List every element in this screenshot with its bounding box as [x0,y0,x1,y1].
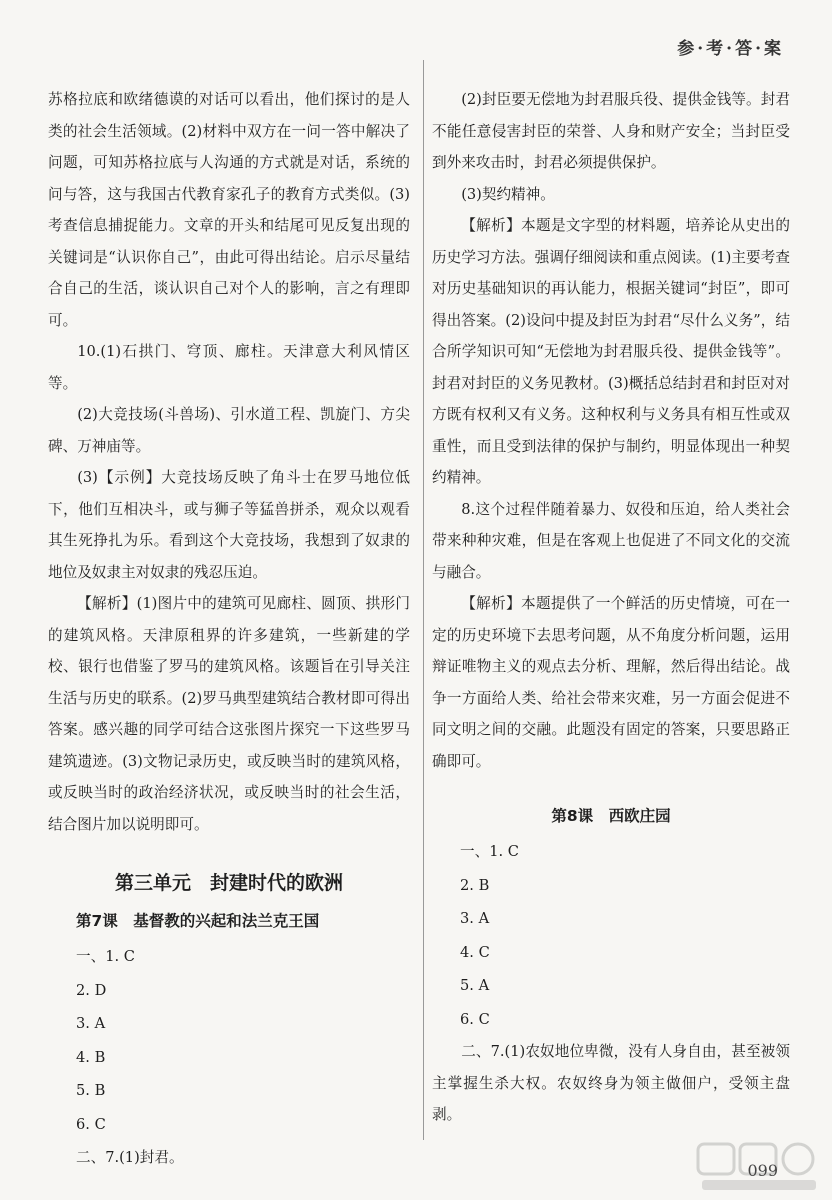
analysis-q8: 【解析】本题提供了一个鲜活的历史情境，可在一定的历史环境下去思考问题，从不角度分析问题，运用辩证唯物主义的观点去分析、理解，然后得出结论。战争一方面给人类、给社会带来灾难，另一方面会促进不同文明之间的交融。此题没有固定的答案，只要思路正确即可。 [432,595,790,770]
lesson8-answer: 3. A [460,910,490,927]
analysis-q10: 【解析】(1)图片中的建筑可见廊柱、圆顶、拱形门的建筑风格。天津原租界的许多建筑，一些新建的学校、银行也借鉴了罗马的建筑风格。该题旨在引导关注生活与历史的联系。(2)罗马典型建筑结合教材即可得出答案。感兴趣的同学可结合这张图片探究一下这些罗马建筑遗迹。(3)文物记录历史，或反映当时的建筑风格，或反映当时的政治经济状况，或反映当时的社会生活，结合图片加以说明即可。 [48,595,410,833]
lesson8-answer: 4. C [460,943,490,961]
right-column [432,84,790,1131]
answer-q8: 8.这个过程伴随着暴力、奴役和压迫，给人类社会带来种种灾难，但是在客观上也促进了不同文化的交流与融合。 [432,500,790,581]
watermark-logo-icon [694,1138,824,1194]
lesson7-answer: 二、7.(1)封君。 [76,1149,184,1166]
page-header: 参·考·答·案 [677,39,784,59]
answer-q7-part2: (2)封臣要无偿地为封君服兵役、提供金钱等。封君不能任意侵害封臣的荣誉、人身和财产安全；当封臣受到外来攻击时，封君必须提供保护。 [432,91,790,171]
lesson8-answer: 2. B [460,876,490,894]
lesson7-answer: 2. D [76,981,107,999]
paragraph-socrates: 苏格拉底和欧绪德谟的对话可以看出，他们探讨的是人类的社会生活领域。(2)材料中双方在一问一答中解决了问题，可知苏格拉底与人沟通的方式就是对话，系统的问与答，这与我国古代教育家孔子的教育方式类似。(3)考查信息捕捉能力。文章的开头和结尾可见反复出现的关键词是“认识你自己”，由此可得出结论。启示尽量结合自己的生活，谈认识自己对个人的影响，言之有理即可。 [48,91,410,329]
lesson7-answer: 3. A [76,1015,106,1032]
lesson8-answer: 5. A [460,977,490,994]
page-number: 099 [747,1161,778,1180]
column-divider [423,60,424,1140]
unit-title: 第三单元 封建时代的欧洲 [114,872,343,894]
answer-lesson8-q7: 二、7.(1)农奴地位卑微，没有人身自由，甚至被领主掌握生杀大权。农奴终身为领主做佃户，受领主盘剥。 [432,1043,790,1123]
answer-q10-part3: (3)【示例】大竞技场反映了角斗士在罗马地位低下，他们互相决斗，或与狮子等猛兽拼杀，观众以观看其生死挣扎为乐。看到这个大竞技场，我想到了奴隶的地位及奴隶主对奴隶的残忍压迫。 [48,469,410,581]
lesson8-answer: 6. C [460,1010,490,1028]
lesson7-answer: 4. B [76,1048,106,1066]
lesson8-title: 第8课 西欧庄园 [551,807,671,825]
answer-q10-part1: 10.(1)石拱门、穹顶、廊柱。天津意大利风情区等。 [48,343,410,392]
answer-q7-part3: (3)契约精神。 [461,185,555,203]
left-column [48,84,410,1175]
lesson8-answer: 一、1. C [460,843,519,860]
analysis-q7: 【解析】本题是文字型的材料题，培养论从史出的历史学习方法。强调仔细阅读和重点阅读。(1)主要考查对历史基础知识的再认能力，根据关键词“封臣”，即可得出答案。(2)设问中提及封臣为封君“尽什么义务”，结合所学知识可知“无偿地为封君服兵役、提供金钱等”。封君对封臣的义务见教材。(3)概括总结封君和封臣对对方既有权利又有义务。这种权利与义务具有相互性或双重性，而且受到法律的保护与制约，明显体现出一种契约精神。 [432,217,790,486]
answer-q10-part2: (2)大竞技场(斗兽场)、引水道工程、凯旋门、方尖碑、万神庙等。 [48,406,410,455]
lesson7-answer: 一、1. C [76,948,135,965]
lesson7-title: 第7课 基督教的兴起和法兰克王国 [76,912,320,930]
lesson7-answer: 6. C [76,1115,106,1133]
lesson7-answer: 5. B [76,1082,106,1099]
